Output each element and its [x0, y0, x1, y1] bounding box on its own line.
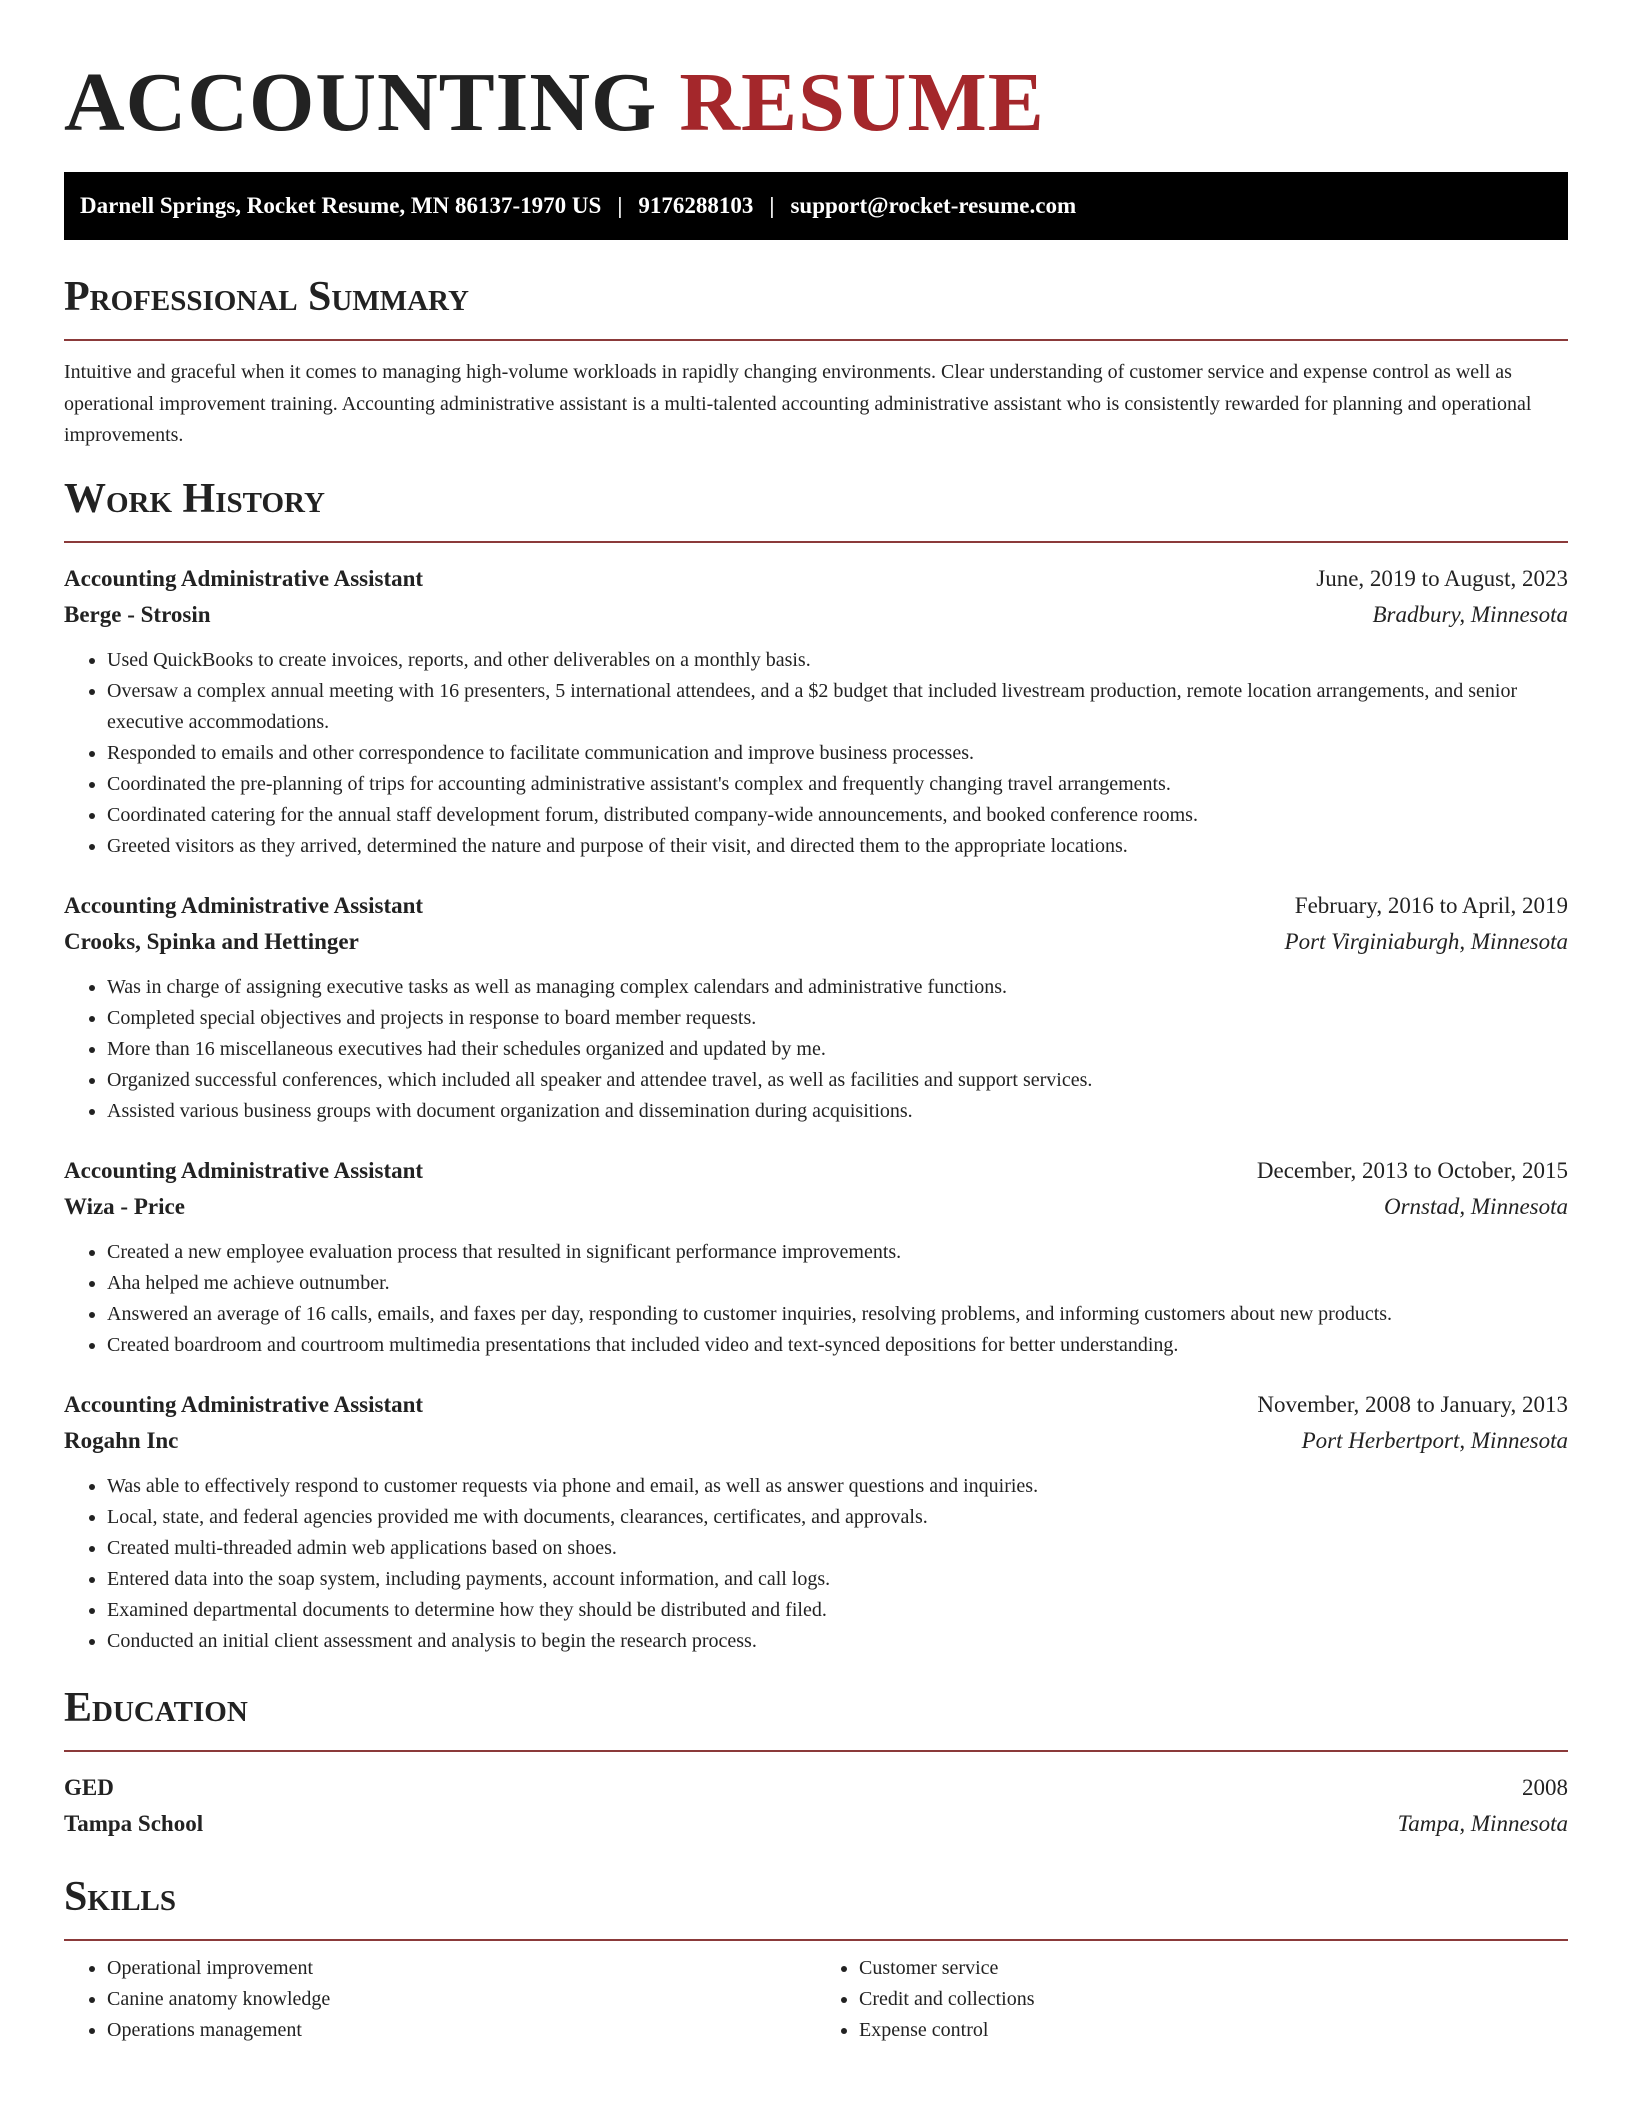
contact-bar	[64, 172, 1568, 240]
job-company: Berge - Strosin	[64, 601, 211, 627]
job-bullet: • Used QuickBooks to create invoices, reports, and other deliverables on a monthly basis.	[107, 645, 1568, 676]
job-title: Accounting Administrative Assistant	[64, 1391, 424, 1417]
job-header-row	[64, 1153, 1568, 1189]
job-title: Accounting Administrative Assistant	[64, 1157, 424, 1183]
skills-list-left	[64, 1953, 816, 2046]
job-title: Accounting Administrative Assistant	[64, 565, 424, 591]
job-bullet: • Conducted an initial client assessment and analysis to begin the research process.	[107, 1626, 1568, 1657]
job-entry	[64, 1153, 1568, 1361]
job-dates: December, 2013 to October, 2015	[1256, 1157, 1568, 1183]
job-bullet: • Local, state, and federal agencies provided me with documents, clearances, certificates, and approvals.	[107, 1502, 1568, 1533]
job-dates: November, 2008 to January, 2013	[1257, 1391, 1568, 1417]
job-entry	[64, 561, 1568, 862]
job-bullets	[64, 972, 1568, 1127]
job-bullet: • Organized successful conferences, which included all speaker and attendee travel, as well as facilities and support services.	[107, 1065, 1568, 1096]
education-year: 2008	[1522, 1774, 1568, 1800]
title-accent: RESUME	[679, 56, 1045, 149]
skills-list-right	[816, 1953, 1568, 2046]
education-location: Tampa, Minnesota	[1397, 1810, 1568, 1836]
job-location: Bradbury, Minnesota	[1372, 601, 1568, 627]
resume-title	[64, 50, 1568, 155]
job-entry	[64, 1387, 1568, 1657]
contact-address: Darnell Springs, Rocket Resume, MN 86137-1970 US	[80, 193, 602, 218]
job-company-row	[64, 1189, 1568, 1225]
job-bullets	[64, 1237, 1568, 1361]
job-bullet: • More than 16 miscellaneous executives had their schedules organized and updated by me.	[107, 1034, 1568, 1065]
job-company-row	[64, 924, 1568, 960]
skills-heading: Skills	[64, 1873, 177, 1920]
job-bullet: • Examined departmental documents to determine how they should be distributed and filed.	[107, 1595, 1568, 1626]
job-entry	[64, 888, 1568, 1127]
education-degree: GED	[64, 1774, 114, 1800]
job-bullet: • Answered an average of 16 calls, emails, and faxes per day, responding to customer inquiries, resolving problems, and informing customers about new products.	[107, 1299, 1568, 1330]
job-location: Port Herbertport, Minnesota	[1301, 1427, 1568, 1453]
job-company: Crooks, Spinka and Hettinger	[64, 928, 359, 954]
job-bullet: • Completed special objectives and projects in response to board member requests.	[107, 1003, 1568, 1034]
job-bullet: • Created a new employee evaluation process that resulted in significant performance improvements.	[107, 1237, 1568, 1268]
education-header-row	[64, 1770, 1568, 1806]
work-history-heading: Work History	[64, 475, 325, 522]
section-divider	[64, 339, 1568, 341]
job-header-row	[64, 561, 1568, 597]
section-divider	[64, 1750, 1568, 1752]
contact-email[interactable]: support@rocket-resume.com	[790, 193, 1077, 218]
job-company: Wiza - Price	[64, 1193, 185, 1219]
skill-item: • Operational improvement	[107, 1953, 816, 1984]
skill-item: • Canine anatomy knowledge	[107, 1984, 816, 2015]
job-bullet: • Greeted visitors as they arrived, determined the nature and purpose of their visit, and directed them to the appropriate locations.	[107, 831, 1568, 862]
job-header-row	[64, 1387, 1568, 1423]
contact-phone[interactable]: 9176288103	[638, 193, 754, 218]
education-section	[64, 1681, 1568, 1842]
job-header-row	[64, 888, 1568, 924]
job-bullets	[64, 645, 1568, 862]
contact-separator: |	[769, 193, 775, 218]
contact-separator: |	[617, 193, 623, 218]
job-location: Port Virginiaburgh, Minnesota	[1284, 928, 1568, 954]
education-entry	[64, 1770, 1568, 1842]
job-title: Accounting Administrative Assistant	[64, 892, 424, 918]
job-location: Ornstad, Minnesota	[1384, 1193, 1568, 1219]
job-bullets	[64, 1471, 1568, 1657]
job-bullet: • Created multi-threaded admin web applications based on shoes.	[107, 1533, 1568, 1564]
job-bullet: • Oversaw a complex annual meeting with 16 presenters, 5 international attendees, and a $2 budget that included livestream production, remote location arrangements, and senior executive accommodations.	[107, 676, 1568, 738]
education-school-row	[64, 1806, 1568, 1842]
section-divider	[64, 541, 1568, 543]
job-company-row	[64, 1423, 1568, 1459]
job-bullet: • Responded to emails and other correspondence to facilitate communication and improve business processes.	[107, 738, 1568, 769]
job-dates: February, 2016 to April, 2019	[1294, 892, 1568, 918]
skill-item: • Customer service	[859, 1953, 1568, 1984]
job-dates: June, 2019 to August, 2023	[1316, 565, 1568, 591]
summary-text: Intuitive and graceful when it comes to managing high-volume workloads in rapidly changing environments. Clear understanding of customer service and expense control as well as operational improvement training. Accounting administrative assistant is a multi-talented accounting administrative assistant who is consistently rewarded for planning and operational improvements.	[64, 361, 1532, 446]
skills-section	[64, 1870, 1568, 2046]
summary-section	[64, 270, 1568, 452]
title-main: ACCOUNTING	[64, 56, 658, 149]
education-school: Tampa School	[64, 1810, 204, 1836]
job-bullet: • Was able to effectively respond to customer requests via phone and email, as well as answer questions and inquiries.	[107, 1471, 1568, 1502]
job-bullet: • Was in charge of assigning executive tasks as well as managing complex calendars and administrative functions.	[107, 972, 1568, 1003]
skill-item: • Operations management	[107, 2015, 816, 2046]
job-bullet: • Aha helped me achieve outnumber.	[107, 1268, 1568, 1299]
summary-heading: Professional Summary	[64, 274, 469, 320]
education-heading: Education	[64, 1684, 248, 1731]
job-bullet: • Coordinated catering for the annual staff development forum, distributed company-wide announcements, and booked conference rooms.	[107, 800, 1568, 831]
job-bullet: • Created boardroom and courtroom multimedia presentations that included video and text-synced depositions for better understanding.	[107, 1330, 1568, 1361]
skills-grid	[64, 1953, 1568, 2046]
job-company-row	[64, 597, 1568, 633]
job-bullet: • Assisted various business groups with document organization and dissemination during acquisitions.	[107, 1096, 1568, 1127]
job-bullet: • Coordinated the pre-planning of trips for accounting administrative assistant's complex and frequently changing travel arrangements.	[107, 769, 1568, 800]
section-divider	[64, 1939, 1568, 1941]
job-company: Rogahn Inc	[64, 1427, 179, 1453]
job-bullet: • Entered data into the soap system, including payments, account information, and call logs.	[107, 1564, 1568, 1595]
skill-item: • Credit and collections	[859, 1984, 1568, 2015]
skill-item: • Expense control	[859, 2015, 1568, 2046]
work-history-section	[64, 472, 1568, 1657]
